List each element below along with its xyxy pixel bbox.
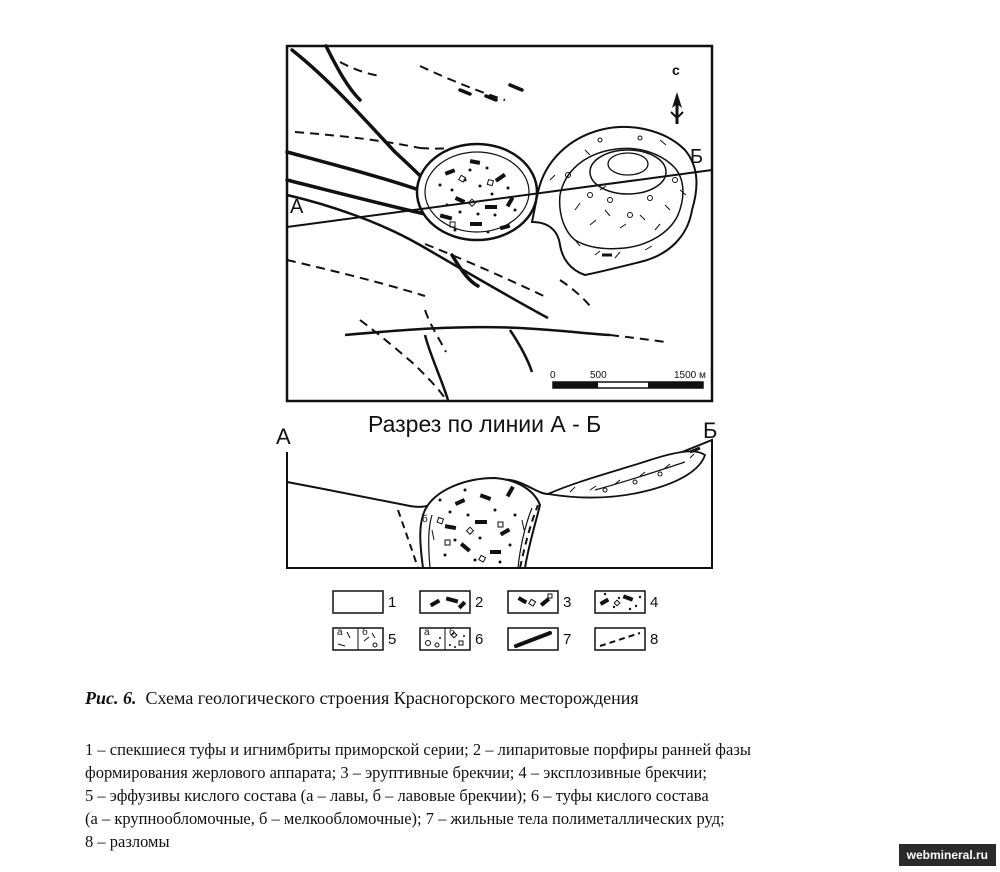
north-arrow-icon: [671, 92, 683, 124]
legend-num-8: 8: [650, 631, 659, 648]
figure-title: Схема геологического строения Красногорского месторождения: [145, 688, 639, 708]
north-label: с: [672, 62, 680, 78]
section-title: Разрез по линии А - Б: [368, 411, 602, 437]
legend-num-4: 4: [650, 594, 659, 611]
scale-tick-0: 0: [550, 370, 556, 381]
watermark: webmineral.ru: [899, 844, 996, 866]
section-sub-b: б: [422, 514, 428, 525]
legend-5-sub-a: а: [337, 627, 343, 638]
legend-5-sub-b: б: [362, 627, 368, 638]
legend-6-sub-a: а: [424, 627, 430, 638]
description-line: 5 – эффузивы кислого состава (а – лавы, б – лавовые брекчии); 6 – туфы кислого состава: [85, 786, 709, 805]
description-line: (а – крупнообломочные, б – мелкообломочные); 7 – жильные тела полиметаллических руд;: [85, 809, 725, 828]
map-point-b: Б: [690, 146, 704, 168]
legend-num-1: 1: [388, 594, 397, 611]
map-point-a: А: [290, 196, 304, 218]
legend-num-5: 5: [388, 631, 397, 648]
legend-box-1: [333, 591, 383, 613]
map-effusive-dome: [532, 127, 696, 275]
figure-caption: [85, 688, 639, 709]
legend-num-2: 2: [475, 594, 484, 611]
legend-num-6: 6: [475, 631, 484, 648]
figure-description: [85, 738, 915, 853]
cross-section: [287, 440, 712, 568]
description-line: 1 – спекшиеся туфы и игнимбриты приморской серии; 2 – липаритовые порфиры ранней фазы: [85, 740, 751, 759]
scale-tick-500: 500: [590, 370, 607, 381]
legend-num-7: 7: [563, 631, 572, 648]
description-line: формирования жерлового аппарата; 3 – эруптивные брекчии; 4 – эксплозивные брекчии;: [85, 763, 707, 782]
scale-tick-1500: 1500 м: [674, 370, 706, 381]
legend-6-sub-b: б: [449, 627, 455, 638]
section-label-a: А: [276, 424, 291, 449]
description-line: 8 – разломы: [85, 832, 170, 851]
legend-boxes: [333, 591, 645, 650]
map-vent-body: [417, 144, 537, 240]
figure-number: Рис. 6.: [85, 688, 137, 708]
section-label-b: Б: [703, 418, 718, 443]
legend-num-3: 3: [563, 594, 572, 611]
scale-bar: [553, 382, 703, 388]
